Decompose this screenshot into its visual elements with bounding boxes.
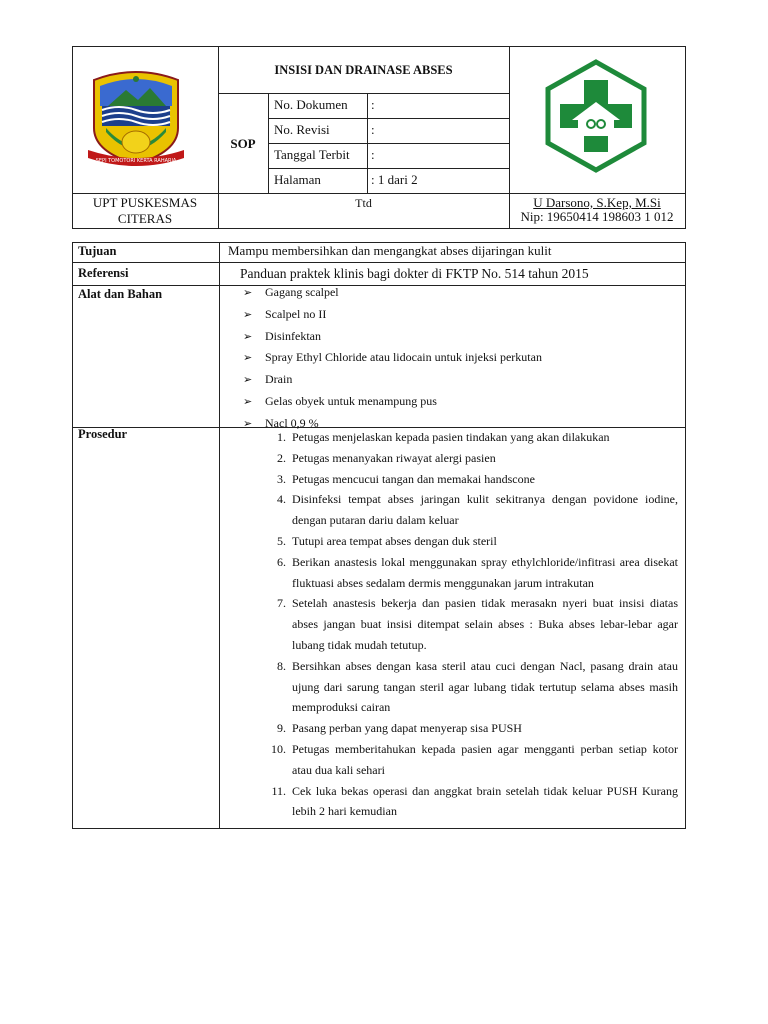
org-name-line2: CITERAS xyxy=(117,211,173,226)
arrow-bullet-icon: ➢ xyxy=(243,329,253,343)
list-item: ➢ Disinfektan xyxy=(243,326,542,348)
meta-label-tanggal-terbit: Tanggal Terbit xyxy=(274,147,350,162)
prosedur-label: Prosedur xyxy=(78,427,128,441)
alat-label: Alat dan Bahan xyxy=(78,287,163,301)
list-item: ➢ Gagang scalpel xyxy=(243,282,542,304)
meta-label-halaman: Halaman xyxy=(274,172,321,187)
list-item: 5. Tutupi area tempat abses dengan duk steril xyxy=(277,533,497,548)
list-item: ➢ Scalpel no II xyxy=(243,304,542,326)
signer-name: U Darsono, S.Kep, M.Si xyxy=(533,195,661,210)
prosedur-list xyxy=(262,427,678,822)
list-item: ➢ Gelas obyek untuk menampung pus xyxy=(243,391,542,413)
arrow-bullet-icon: ➢ xyxy=(243,286,253,299)
document-title: INSISI DAN DRAINASE ABSES xyxy=(274,63,453,77)
list-item: 11. Cek luka bekas operasi dan anggkat brain setelah tidak keluar PUSH Kurang lebih 2 hari kemudian xyxy=(271,783,678,819)
list-item: 9. Pasang perban yang dapat menyerap sisa PUSH xyxy=(277,721,522,736)
arrow-bullet-icon: ➢ xyxy=(243,394,253,408)
meta-value-halaman: : 1 dari 2 xyxy=(371,172,418,187)
meta-value-no-revisi: : xyxy=(371,122,375,137)
arrow-bullet-icon: ➢ xyxy=(243,416,253,430)
meta-value-tanggal-terbit: : xyxy=(371,147,375,162)
alat-list xyxy=(243,282,542,435)
tujuan-label: Tujuan xyxy=(78,244,117,258)
list-item: 3. Petugas mencucui tangan dan memakai handscone xyxy=(277,471,535,486)
emblem-banner-text: SEPI TOMOTORI KERTA RAHARJA xyxy=(95,158,177,164)
list-item: ➢ Drain xyxy=(243,369,542,391)
ttd-label: Ttd xyxy=(355,196,372,210)
list-item: ➢ Nacl 0,9 % xyxy=(243,413,542,435)
list-item: 2. Petugas menanyakan riwayat alergi pasien xyxy=(277,450,496,465)
puskesmas-logo xyxy=(540,58,652,174)
arrow-bullet-icon: ➢ xyxy=(243,307,253,321)
list-item: 10. Petugas memberitahukan kepada pasien agar mengganti perban setiap kotor atau dua kali sehari xyxy=(271,741,678,777)
list-item: 4. Disinfeksi tempat abses jaringan kulit sekitranya dengan povidone iodine, dengan putaran dariu dalam keluar xyxy=(277,492,678,528)
regional-emblem-logo xyxy=(86,66,186,176)
list-item: 8. Bersihkan abses dengan kasa steril atau cuci dengan Nacl, pasang drain atau ujung dari sarung tangan steril agar lubang tidak tertutup selama abses masih memproduksi cairan xyxy=(277,658,678,715)
list-item: 7. Setelah anastesis bekerja dan pasien tidak merasakn nyeri buat insisi diatas abses jangan buat insisi ditempat selain abses : Buka abses lebar-lebar agar lubang tidak mudah tetutup. xyxy=(277,596,678,652)
meta-value-no-dokumen: : xyxy=(371,97,375,112)
org-name-line1: UPT PUSKESMAS xyxy=(92,195,198,210)
arrow-bullet-icon: ➢ xyxy=(243,373,253,387)
meta-label-no-dokumen: No. Dokumen xyxy=(274,97,348,112)
referensi-text: Panduan praktek klinis bagi dokter di FKTP No. 514 tahun 2015 xyxy=(240,266,589,281)
referensi-label: Referensi xyxy=(78,266,129,280)
arrow-bullet-icon: ➢ xyxy=(243,351,253,365)
signer-nip: Nip: 19650414 198603 1 012 xyxy=(520,209,674,224)
sop-label: SOP xyxy=(230,136,256,151)
list-item: ➢ Spray Ethyl Chloride atau lidocain untuk injeksi perkutan xyxy=(243,347,542,369)
meta-label-no-revisi: No. Revisi xyxy=(274,122,330,137)
list-item: 1. Petugas menjelaskan kepada pasien tindakan yang akan dilakukan xyxy=(277,430,610,444)
list-item: 6. Berikan anastesis lokal menggunakan spray ethylchloride/infitrasi area disekat fluktuasi abses sedalam dermis menggunakan jarum intrakutan xyxy=(277,554,678,590)
tujuan-text: Mampu membersihkan dan mengangkat abses dijaringan kulit xyxy=(228,243,552,258)
